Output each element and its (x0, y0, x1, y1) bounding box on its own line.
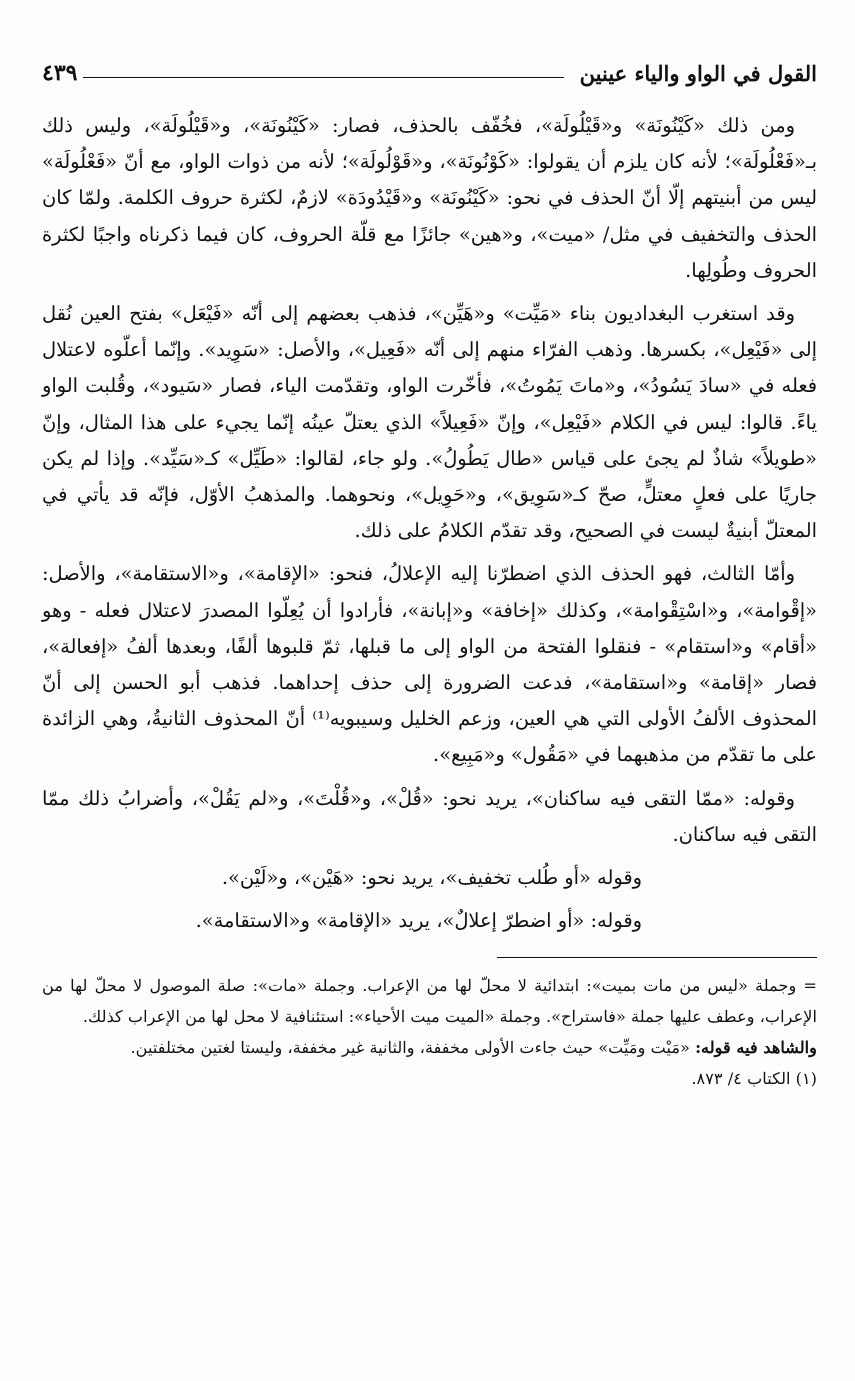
footnote-rule (497, 957, 817, 958)
footnotes (42, 970, 817, 1094)
page-number: ٤٣٩ (42, 60, 78, 86)
paragraph-3: وأمّا الثالث، فهو الحذف الذي اضطرّنا إليه الإعلالُ، فنحو: «الإقامة»، و«الاستقامة»، والأصل: «إقْوامة»، و«اسْتِقْوامة»، وكذلك «إخافة» و«إبانة»، فأرادوا أن يُعِلّوا المصدرَ لاعتلال فعله - وهو «أقام» و«استقام» - فنقلوا الفتحة من الواو إلى ما قبلها، ثمّ قلبوها ألفًا، وبعدها ألفُ «إفعالة»، فصار «إقامة» و«استقامة»، فدعت الضرورة إلى حذف إحداهما. فذهب أبو الحسن إلى أنّ المحذوف الألفُ الأولى التي هي العين، وزعم الخليل وسيبويه⁽¹⁾ أنّ المحذوف الثانيةُ، وهي الزائدة على ما تقدّم من مذهبهما في «مَقُول» و«مَبِيع». (42, 562, 818, 767)
paragraph-1: ومن ذلك «كَيْنُونَة» و«قَيْلُولَة»، فخُفّف بالحذف، فصار: «كَيْنُونَة»، و«قَيْلُولَة»، وليس ذلك بـ«فَعْلُولَة»؛ لأنه كان يلزم أن يقولوا: «كَوْنُونَة»، و«قَوْلُولَة»؛ لأنه من ذوات الواو، مع أنّ «فَعْلُولَة» ليس من أبنيتهم إلّا أنّ الحذف في نحو: «كَيْنُونَة» و«قَيْدُودَة» لازمٌ، لكثرة حروف الكلمة. ولمّا كان الحذف والتخفيف في مثل/ «ميت»، و«هين» جائزًا مع قلّة الحروف، كان فيما ذكرناه واجبًا لكثرة الحروف وطُولِها. (42, 114, 817, 282)
footnote-witness-text: «مَيْت ومَيِّت» حيث جاءت الأولى مخففة، والثانية غير مخففة، وليستا لغتين مختلفتين. (130, 1038, 696, 1058)
chapter-title: القول في الواو والياء عينين (579, 61, 817, 86)
paragraph-4: وقوله: «ممّا التقى فيه ساكنان»، يريد نحو: «قُلْ»، و«قُلْتَ»، و«لم يَقُلْ»، وأضرابُ ذلك ممّا التقى فيه ساكنان. (42, 786, 817, 846)
footnote-continued: = وجملة «ليس من مات بميت»: ابتدائية لا محلّ لها من الإعراب. وجملة «مات»: صلة الموصول لا محلّ لها من الإعراب، وعطف عليها جملة «فاستراح». وجملة «الميت ميت الأحياء»: استئنافية لا محل لها من الإعراب كذلك. (42, 976, 817, 1027)
footnote-witness (42, 1032, 817, 1063)
main-text (42, 108, 817, 939)
quote-line-1: وقوله «أو طُلب تخفيف»، يريد نحو: «هَيْن»، و«لَيْن». (221, 866, 642, 890)
footnote-witness-lead: والشاهد فيه قوله: (695, 1038, 817, 1058)
header-rule (83, 77, 563, 78)
paragraph-2: وقد استغرب البغداديون بناء «مَيِّت» و«هَيِّن»، فذهب بعضهم إلى أنّه «فَيْعَل» بفتح العين نُقل إلى «فَيْعِل»، بكسرها. وذهب الفرّاء منهم إلى أنّه «فَعِيل»، والأصل: «سَوِيد». وإنّما أعلّوه لاعتلال فعله في «سادَ يَسُودُ»، و«ماتَ يَمُوتُ»، فأخّرت الواو، وتقدّمت الياء، فصار «سَيود»، وقُلبت الواو ياءً. قالوا: ليس في الكلام «فَيْعِل»، وإنّ «فَعِيلاً» الذي يعتلّ عينُه إنّما يجيء على هذا المثال، وإنّ «طويلاً» شاذٌ لم يجئ على قياس «طال يَطُولُ». ولو جاء، لقالوا: «طَيِّل» كـ«سَيِّد». وإذا لم يكن جاريًا على فعلٍ معتلٍّ، صحّ كـ«سَوِيق»، و«حَوِيل»، ونحوهما. والمذهبُ الأوّل، فإنّه قد يأتي في المعتلّ أبنيةٌ ليست في الصحيح، وقد تقدّم الكلامُ على ذلك. (42, 302, 817, 543)
footnote-1: (١) الكتاب ٤/ ٨٧٣. (691, 1069, 817, 1089)
quote-line-2: وقوله: «أو اضطرّ إعلالٌ»، يريد «الإقامة» و«الاستقامة». (195, 909, 642, 933)
running-header (42, 46, 817, 86)
